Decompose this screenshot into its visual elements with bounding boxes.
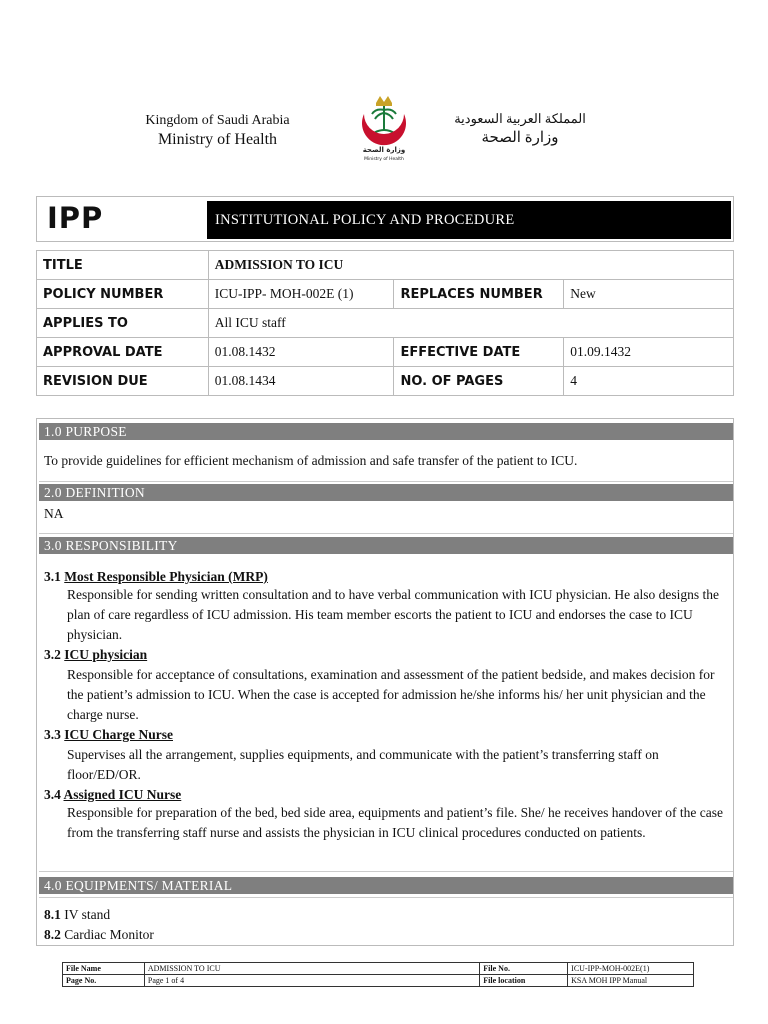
applies-to-value: All ICU staff [208, 309, 733, 338]
no-of-pages-label: NO. OF PAGES [394, 367, 564, 396]
file-name-value: ADMISSION TO ICU [144, 963, 479, 975]
responsibility-3-2-number: 3.2 [44, 647, 61, 662]
responsibility-3-4-heading [44, 785, 181, 805]
responsibility-3-3-heading [44, 725, 173, 745]
equipment-heading: 4.0 EQUIPMENTS/ MATERIAL [39, 877, 733, 894]
title-label: TITLE [37, 251, 209, 280]
document-footer-table [62, 962, 694, 987]
no-of-pages-value: 4 [564, 367, 734, 396]
equipment-item-number: 8.1 [44, 907, 61, 922]
kingdom-name-ar: المملكة العربية السعودية [454, 111, 586, 126]
header-english [100, 112, 335, 150]
responsibility-3-2-heading [44, 645, 147, 665]
ipp-title: INSTITUTIONAL POLICY AND PROCEDURE [207, 201, 731, 239]
file-no-value: ICU-IPP-MOH-002E(1) [568, 963, 694, 975]
responsibility-3-3-number: 3.3 [44, 727, 61, 742]
replaces-number-value: New [564, 280, 734, 309]
responsibility-3-1-heading [44, 567, 268, 587]
purpose-text: To provide guidelines for efficient mechanism of admission and safe transfer of the patient to ICU. [44, 453, 578, 468]
meta-row-title [37, 251, 734, 280]
page-no-label: Page No. [63, 975, 145, 987]
header-arabic [430, 110, 610, 148]
file-no-label: File No. [480, 963, 568, 975]
equipment-item-number: 8.2 [44, 927, 61, 942]
footer-row [63, 963, 694, 975]
policy-content [36, 418, 734, 946]
file-name-label: File Name [63, 963, 145, 975]
approval-date-label: APPROVAL DATE [37, 338, 209, 367]
policy-number-label: POLICY NUMBER [37, 280, 209, 309]
responsibility-3-4-number: 3.4 [44, 787, 61, 802]
file-location-label: File location [480, 975, 568, 987]
logo-text-ar: وزارة الصحة [362, 146, 406, 154]
policy-meta-table [36, 250, 734, 396]
revision-due-value: 01.08.1434 [208, 367, 394, 396]
ipp-title-box [36, 196, 734, 242]
definition-text: NA [44, 506, 64, 521]
divider [39, 481, 733, 482]
meta-row-revision-due [37, 367, 734, 396]
title-value: ADMISSION TO ICU [208, 251, 733, 280]
responsibility-3-3-title: ICU Charge Nurse [64, 727, 173, 742]
ministry-name-en: Ministry of Health [157, 131, 278, 148]
responsibility-3-4-title: Assigned ICU Nurse [63, 787, 182, 802]
file-location-value: KSA MOH IPP Manual [568, 975, 694, 987]
responsibility-3-2-title: ICU physician [64, 647, 148, 662]
logo-text-en: Ministry of Health [364, 157, 404, 162]
equipment-item [44, 925, 154, 945]
purpose-heading: 1.0 PURPOSE [39, 423, 733, 440]
applies-to-label: APPLIES TO [37, 309, 209, 338]
ministry-logo-icon [344, 90, 424, 166]
ministry-name-ar: وزارة الصحة [481, 130, 559, 146]
responsibility-3-3-text: Supervises all the arrangement, supplies equipments, and communicate with the patient’s transferring staff on floor/ED/OR. [67, 747, 659, 782]
responsibility-3-1-number: 3.1 [44, 569, 61, 584]
kingdom-name-en: Kingdom of Saudi Arabia [145, 113, 290, 128]
responsibility-3-1-title: Most Responsible Physician (MRP) [64, 569, 268, 584]
divider [39, 533, 733, 534]
revision-due-label: REVISION DUE [37, 367, 209, 396]
responsibility-heading: 3.0 RESPONSIBILITY [39, 537, 733, 554]
replaces-number-label: REPLACES NUMBER [394, 280, 564, 309]
effective-date-label: EFFECTIVE DATE [394, 338, 564, 367]
ministry-logo [344, 90, 424, 166]
equipment-item [44, 905, 110, 925]
footer-row [63, 975, 694, 987]
responsibility-3-1-text: Responsible for sending written consultation and to have verbal communication with ICU physician. He also designs the plan of care regardless of ICU admission. His team member escorts the patient to ICU and endorses the case to ICU physician. [67, 587, 719, 642]
divider [39, 871, 733, 872]
responsibility-3-4-text: Responsible for preparation of the bed, bed side area, equipments and patient’s file. She/ he receives handover of the case from the transferring staff nurse and assists the physician in ICU clinical procedures conducted on patients. [67, 805, 724, 840]
divider [39, 897, 733, 898]
meta-row-approval-date [37, 338, 734, 367]
policy-number-value: ICU-IPP- MOH-002E (1) [208, 280, 394, 309]
approval-date-value: 01.08.1432 [208, 338, 394, 367]
page-no-value: Page 1 of 4 [144, 975, 479, 987]
responsibility-3-2-text: Responsible for acceptance of consultations, examination and assessment of the patient bedside, and makes decision for the patient’s admission to ICU. When the case is accepted for admission he/she informs his/ her unit physician and the charge nurse. [67, 667, 715, 722]
equipment-item-text: Cardiac Monitor [64, 927, 154, 942]
ipp-label: IPP [47, 201, 104, 235]
effective-date-value: 01.09.1432 [564, 338, 734, 367]
meta-row-policy-number [37, 280, 734, 309]
meta-row-applies-to [37, 309, 734, 338]
definition-heading: 2.0 DEFINITION [39, 484, 733, 501]
equipment-item-text: IV stand [64, 907, 111, 922]
